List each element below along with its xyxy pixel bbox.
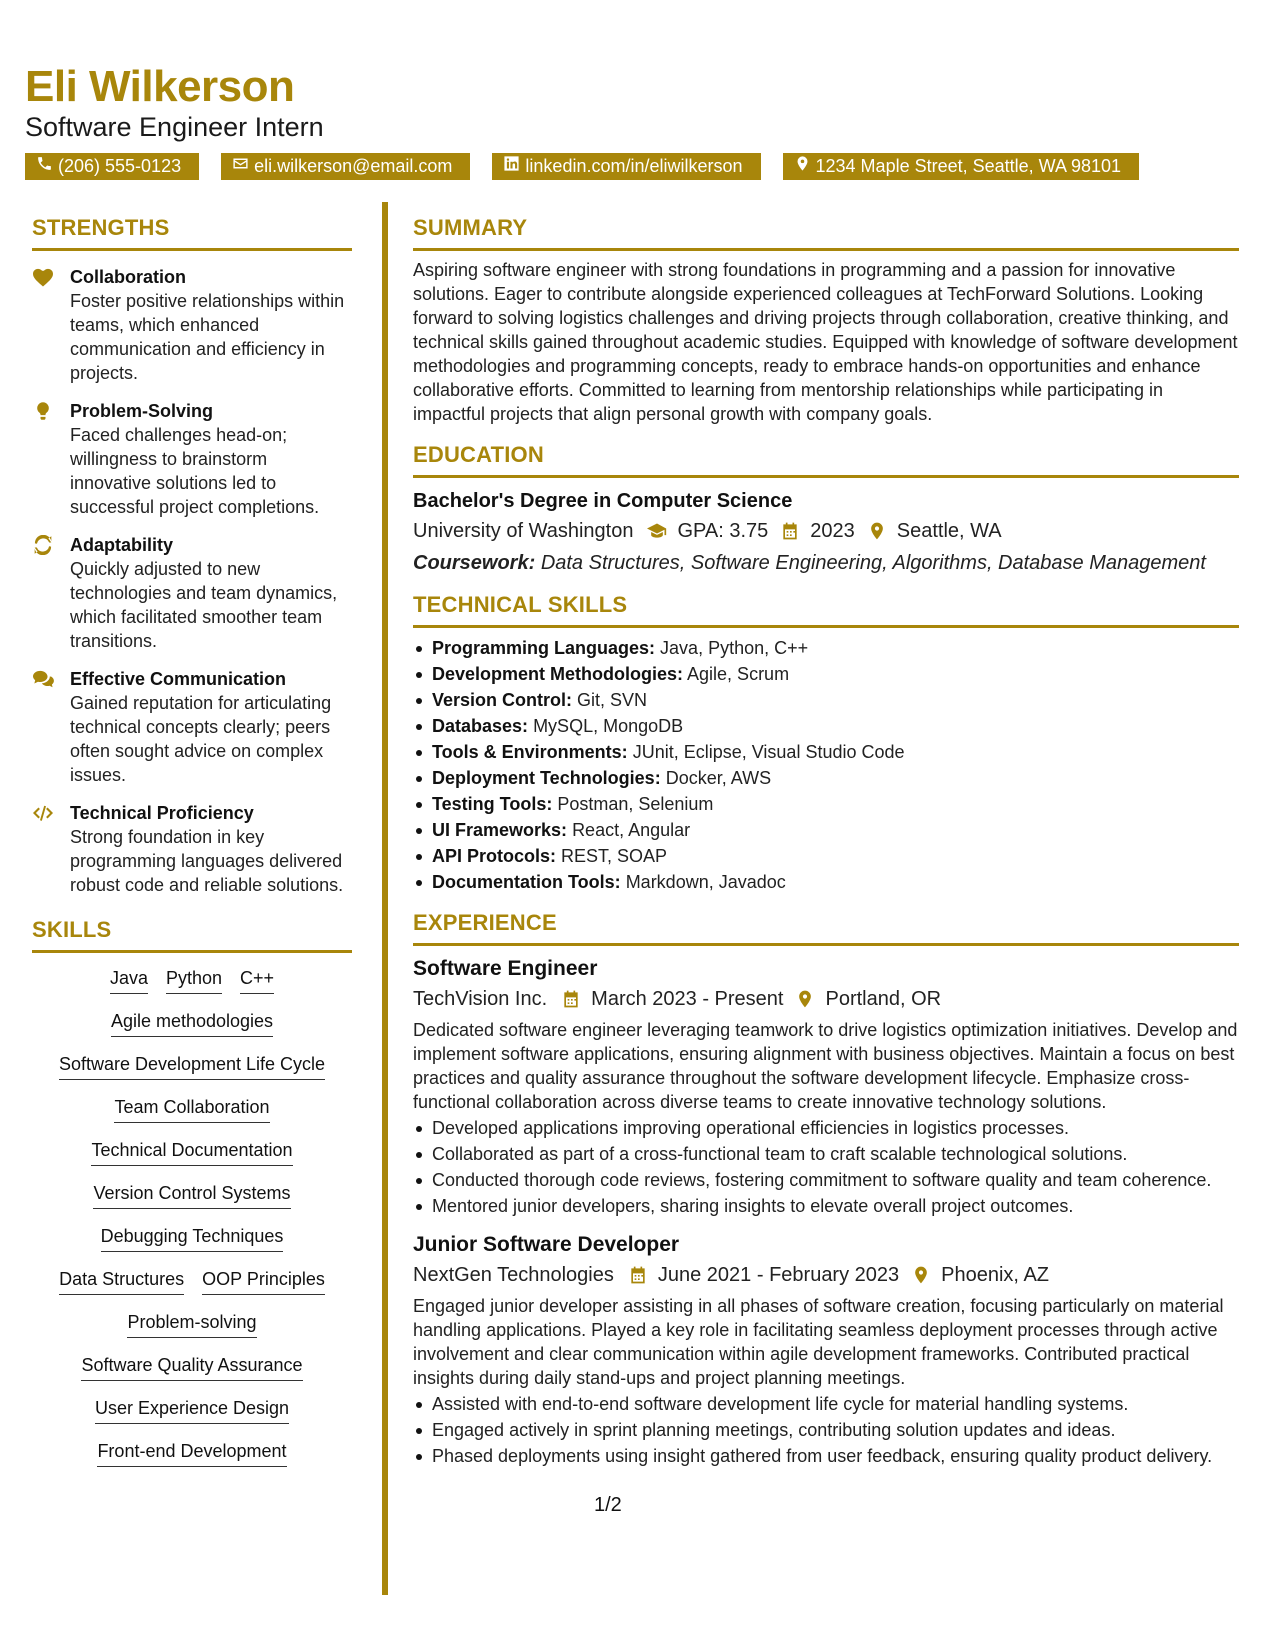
strength-desc: Foster positive relationships within teams, which enhanced communication and efficiency in projects. [70, 291, 345, 383]
candidate-role: Software Engineer Intern [25, 112, 324, 142]
job-meta [413, 1262, 1239, 1288]
contact-phone-text: (206) 555-0123 [58, 156, 182, 176]
calendar-icon [780, 521, 800, 541]
graduation-year: 2023 [810, 520, 855, 542]
tech-skill-value: Java, Python, C++ [660, 638, 809, 658]
contact-phone[interactable] [25, 153, 199, 180]
envelope-icon [232, 153, 249, 180]
skill-tag: C++ [240, 967, 274, 994]
strengths-heading: STRENGTHS [32, 215, 170, 240]
skill-row [32, 1010, 352, 1037]
tech-skill-label: Documentation Tools: [432, 872, 621, 892]
skill-row [32, 1182, 352, 1209]
list-item: Phased deployments using insight gathered from user feedback, ensuring quality product delivery. [413, 1444, 1239, 1468]
skill-row [32, 1311, 352, 1338]
company-name: TechVision Inc. [413, 988, 548, 1010]
skill-tag: Data Structures [59, 1268, 184, 1295]
location-pin-icon [867, 521, 887, 541]
list-item: Assisted with end-to-end software development life cycle for material handling systems. [413, 1392, 1239, 1416]
calendar-icon [628, 1265, 648, 1285]
contact-linkedin[interactable] [492, 153, 760, 180]
list-item [413, 870, 1239, 894]
strength-desc: Faced challenges head-on; willingness to brainstorm innovative solutions led to successful project completions. [70, 425, 320, 517]
job-bullets [413, 1392, 1239, 1468]
list-item [413, 792, 1239, 816]
education-heading: EDUCATION [413, 442, 544, 467]
comments-icon [32, 669, 54, 689]
phone-icon [36, 153, 53, 180]
section-rule [413, 475, 1239, 478]
skill-row [32, 1268, 352, 1295]
degree-title: Bachelor's Degree in Computer Science [413, 490, 793, 512]
tech-skill-value: Agile, Scrum [687, 664, 790, 684]
skills-list [32, 967, 352, 1467]
location-pin-icon [795, 989, 815, 1009]
skill-row [32, 1096, 352, 1123]
skill-row [32, 1440, 352, 1467]
code-icon [32, 803, 54, 823]
page-number: 1/2 [594, 1494, 622, 1516]
tech-skill-label: Tools & Environments: [432, 742, 628, 762]
strength-title: Technical Proficiency [70, 803, 254, 823]
list-item [413, 740, 1239, 764]
skill-row [32, 1139, 352, 1166]
strength-item [32, 801, 352, 897]
technical-skills-list [413, 636, 1239, 894]
job-entry [413, 956, 1239, 1218]
list-item: Conducted thorough code reviews, fostering commitment to software quality and team coherence. [413, 1168, 1239, 1192]
strength-item [32, 265, 352, 385]
tech-skill-value: Git, SVN [577, 690, 648, 710]
list-item [413, 766, 1239, 790]
gpa-value: GPA: 3.75 [677, 520, 769, 542]
skill-tag: OOP Principles [202, 1268, 325, 1295]
job-entry [413, 1232, 1239, 1468]
contact-linkedin-text: linkedin.com/in/eliwilkerson [525, 156, 743, 176]
job-description: Engaged junior developer assisting in all phases of software creation, focusing particularly on material handling applications. Played a key role in facilitating seamless deployment processes through active involvement and clear communication within agile development frameworks. Contributed practical insights during daily stand-ups and project planning meetings. [413, 1296, 1224, 1388]
list-item: Developed applications improving operational efficiencies in logistics processes. [413, 1116, 1239, 1140]
tech-skill-value: MySQL, MongoDB [533, 716, 684, 736]
section-rule [32, 248, 352, 251]
tech-skill-label: API Protocols: [432, 846, 557, 866]
tech-skill-value: REST, SOAP [561, 846, 668, 866]
job-bullets [413, 1116, 1239, 1218]
skill-row [32, 1225, 352, 1252]
strength-title: Effective Communication [70, 669, 287, 689]
sync-icon [32, 535, 54, 555]
tech-skill-label: Version Control: [432, 690, 573, 710]
tech-skill-label: Databases: [432, 716, 529, 736]
skill-tag: Front-end Development [97, 1440, 286, 1467]
strength-desc: Gained reputation for articulating technical concepts clearly; peers often sought advice on complex issues. [70, 693, 332, 785]
list-item [413, 636, 1239, 660]
coursework-label: Coursework: [413, 552, 536, 574]
job-title: Software Engineer [413, 957, 598, 980]
candidate-name: Eli Wilkerson [25, 62, 295, 111]
skill-tag: Java [110, 967, 148, 994]
tech-skill-label: Development Methodologies: [432, 664, 684, 684]
list-item: Engaged actively in sprint planning meetings, contributing solution updates and ideas. [413, 1418, 1239, 1442]
section-rule [413, 248, 1239, 251]
coursework-list: Data Structures, Software Engineering, Algorithms, Database Management [540, 552, 1206, 574]
skills-heading: SKILLS [32, 917, 112, 942]
list-item [413, 662, 1239, 686]
coursework [413, 550, 1239, 576]
list-item [413, 844, 1239, 868]
contact-email-text: eli.wilkerson@email.com [254, 156, 453, 176]
tech-skill-value: Markdown, Javadoc [625, 872, 786, 892]
tech-skill-value: JUnit, Eclipse, Visual Studio Code [632, 742, 905, 762]
left-column [32, 215, 352, 1483]
tech-skill-label: Testing Tools: [432, 794, 553, 814]
skill-tag: Team Collaboration [114, 1096, 269, 1123]
summary-text: Aspiring software engineer with strong foundations in programming and a passion for innovative solutions. Eager to contribute alongside experienced colleagues at TechForward Solutions. Looking forward to solving logistics challenges and driving projects through collaboration, creative thinking, and technical skills gained throughout academic studies. Equipped with knowledge of software development methodologies and programming concepts, ready to embrace hands-on opportunities and enhance collaborative efforts. Committed to learning from mentorship relationships while participating in impactful projects that align personal growth with company goals. [413, 260, 1238, 424]
job-description: Dedicated software engineer leveraging teamwork to drive logistics optimization initiatives. Develop and implement software applications, ensuring alignment with business objectives. Maintain a focus on best practices and quality assurance throughout the software development lifecycle. Emphasize cross-functional collaboration across diverse teams to create innovative technology solutions. [413, 1020, 1238, 1112]
section-rule [413, 625, 1239, 628]
linkedin-icon [503, 153, 520, 180]
job-dates: March 2023 - Present [591, 988, 784, 1010]
skill-tag: Software Quality Assurance [81, 1354, 302, 1381]
strength-item [32, 667, 352, 787]
list-item [413, 714, 1239, 738]
strength-desc: Quickly adjusted to new technologies and team dynamics, which facilitated smoother team transitions. [70, 559, 338, 651]
job-title: Junior Software Developer [413, 1233, 680, 1256]
lightbulb-icon [32, 401, 54, 421]
calendar-icon [561, 989, 581, 1009]
school-name: University of Washington [413, 520, 634, 542]
strength-title: Collaboration [70, 267, 186, 287]
column-divider [382, 202, 388, 1595]
job-dates: June 2021 - February 2023 [657, 1264, 900, 1286]
skill-tag: Software Development Life Cycle [59, 1053, 325, 1080]
location-pin-icon [911, 1265, 931, 1285]
graduation-cap-icon [647, 521, 667, 541]
tech-skill-label: Deployment Technologies: [432, 768, 661, 788]
list-item [413, 818, 1239, 842]
strength-desc: Strong foundation in key programming languages delivered robust code and reliable solutions. [70, 827, 344, 895]
skill-tag: Python [166, 967, 222, 994]
contact-bar [25, 153, 1139, 180]
contact-address[interactable] [783, 153, 1140, 180]
skill-row [32, 1053, 352, 1080]
skill-tag: Technical Documentation [91, 1139, 292, 1166]
skill-tag: Debugging Techniques [101, 1225, 284, 1252]
strength-title: Problem-Solving [70, 401, 214, 421]
contact-email[interactable] [221, 153, 470, 180]
list-item: Collaborated as part of a cross-functional team to craft scalable technological solutions. [413, 1142, 1239, 1166]
strength-item [32, 533, 352, 653]
skill-row [32, 967, 352, 994]
job-location: Portland, OR [825, 988, 942, 1010]
summary-heading: SUMMARY [413, 215, 528, 240]
job-meta [413, 986, 1239, 1012]
contact-address-text: 1234 Maple Street, Seattle, WA 98101 [815, 156, 1122, 176]
technical-skills-heading: TECHNICAL SKILLS [413, 592, 628, 617]
strength-item [32, 399, 352, 519]
education-meta [413, 518, 1239, 544]
strength-title: Adaptability [70, 535, 174, 555]
tech-skill-value: React, Angular [572, 820, 691, 840]
company-name: NextGen Technologies [413, 1264, 614, 1286]
job-location: Phoenix, AZ [941, 1264, 1049, 1286]
skill-tag: Agile methodologies [111, 1010, 273, 1037]
heart-icon [32, 267, 54, 287]
skill-row [32, 1397, 352, 1424]
right-column [413, 215, 1239, 1470]
skill-tag: User Experience Design [95, 1397, 289, 1424]
school-location: Seattle, WA [896, 520, 1002, 542]
experience-heading: EXPERIENCE [413, 910, 557, 935]
location-pin-icon [794, 153, 811, 180]
list-item [413, 688, 1239, 712]
tech-skill-value: Docker, AWS [665, 768, 772, 788]
list-item: Mentored junior developers, sharing insights to elevate overall project outcomes. [413, 1194, 1239, 1218]
skill-tag: Problem-solving [127, 1311, 256, 1338]
tech-skill-value: Postman, Selenium [557, 794, 714, 814]
skill-tag: Version Control Systems [93, 1182, 290, 1209]
skill-row [32, 1354, 352, 1381]
section-rule [32, 950, 352, 953]
tech-skill-label: UI Frameworks: [432, 820, 568, 840]
tech-skill-label: Programming Languages: [432, 638, 656, 658]
section-rule [413, 943, 1239, 946]
